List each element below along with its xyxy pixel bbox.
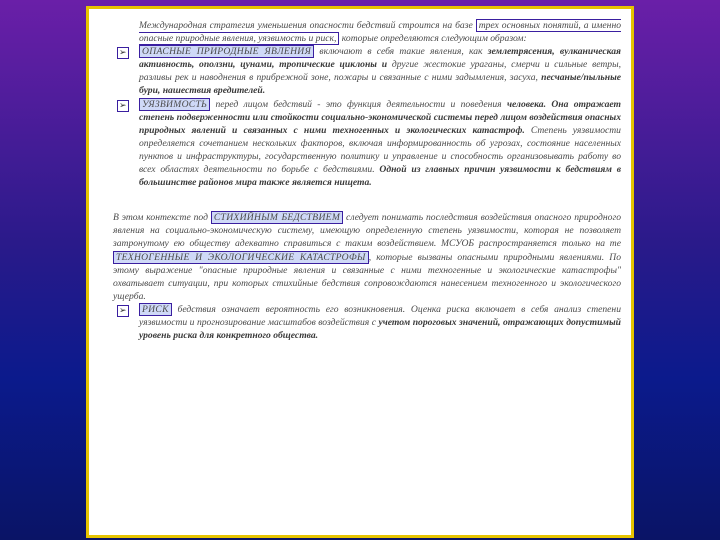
document-content: [113, 19, 621, 342]
intro-text: Международная стратегия уменьшения опасности бедствий строится на базе: [139, 20, 476, 31]
hazards-bold-end: песчаные/пыльные бури, нашествия вредителей.: [139, 72, 621, 97]
intro-boxed-text: трех основных понятий, а именно опасные природные явления, уязвимость и риск,: [139, 20, 621, 45]
vulnerability-text-2: Степень уязвимости определяется сочетанием нескольких факторов, включая информированность об угрозах, состояние населенных пунктов и инфраструктуры, государственную политику и управление и способность организовывать работу во всех областях деятельности по борьбе с бедствиями.: [139, 124, 621, 176]
hazards-paragraph: [113, 45, 621, 97]
risk-paragraph: [113, 303, 621, 342]
disasters-text-2: следует понимать последствия воздействия опасного природного явления на социально-экономическую систему, имеющую определенную степень уязвимости, которая не позволяет затронутому ею обществу адекватно справиться с таким воздействием. МСУОБ распространяется только на те: [113, 212, 621, 250]
hazards-term: ОПАСНЫЕ ПРИРОДНЫЕ ЯВЛЕНИЯ: [139, 45, 314, 58]
bullet-arrow-icon: ➢: [119, 48, 127, 59]
vulnerability-term: УЯЗВИМОСТЬ: [139, 98, 210, 111]
bullet-arrow-icon: ➢: [119, 305, 127, 316]
vulnerability-paragraph: [113, 98, 621, 190]
intro-paragraph: [113, 19, 621, 45]
disasters-paragraph: [113, 211, 621, 303]
risk-bold: учетом пороговых значений, отражающих допустимый уровень риска для конкретного общества.: [139, 316, 621, 342]
intro-text-end: которые определяются следующим образом:: [339, 33, 527, 45]
document-page: [86, 6, 634, 538]
risk-term: РИСК: [139, 303, 172, 316]
vulnerability-text: перед лицом бедствий - это функция деятельности и поведения: [210, 98, 507, 110]
bullet-arrow-icon: ➢: [119, 100, 127, 111]
technogenic-term: ТЕХНОГЕННЫЕ И ЭКОЛОГИЧЕСКИЕ КАТАСТРОФЫ: [113, 251, 369, 264]
disasters-text-3: , которые вызваны опасными природными явлениями. По этому выражение "опасные природные явления и связанные с ними техногенные и экологические катастрофы" охватывает ситуации, при которых стихийные бедствия сопровождаются нанесением техногенного и экологического ущерба.: [113, 251, 621, 302]
hazards-text: включают в себя такие явления, как: [314, 46, 488, 58]
hazards-text-2: другие жестокие ураганы, смерчи и сильные ветры, разливы рек и наводнения в прибрежной зоне, пожары и связанные с ними задымления, засуха,: [139, 59, 621, 84]
hazards-bold: землетрясения, вулканическая активность, оползни, цунами, тропические циклоны и: [139, 46, 621, 71]
disasters-text: В этом контексте под: [113, 212, 211, 224]
disasters-term: СТИХИЙНЫМ БЕДСТВИЕМ: [211, 211, 343, 224]
vulnerability-bold-end: Одной из главных причин уязвимости к бедствиям в большинстве районов мира также является нищета.: [139, 164, 621, 189]
vulnerability-bold: человека. Она отражает степень подверженности или стойкости социально-экономической системы перед лицом воздействия опасных природных явлений и связанных с ними техногенных и экологических катастроф.: [139, 98, 621, 136]
risk-text: бедствия означает вероятность его возникновения. Оценка риска включает в себя анализ степени уязвимости и прогнозирование масштабов воздействия с: [139, 303, 621, 328]
